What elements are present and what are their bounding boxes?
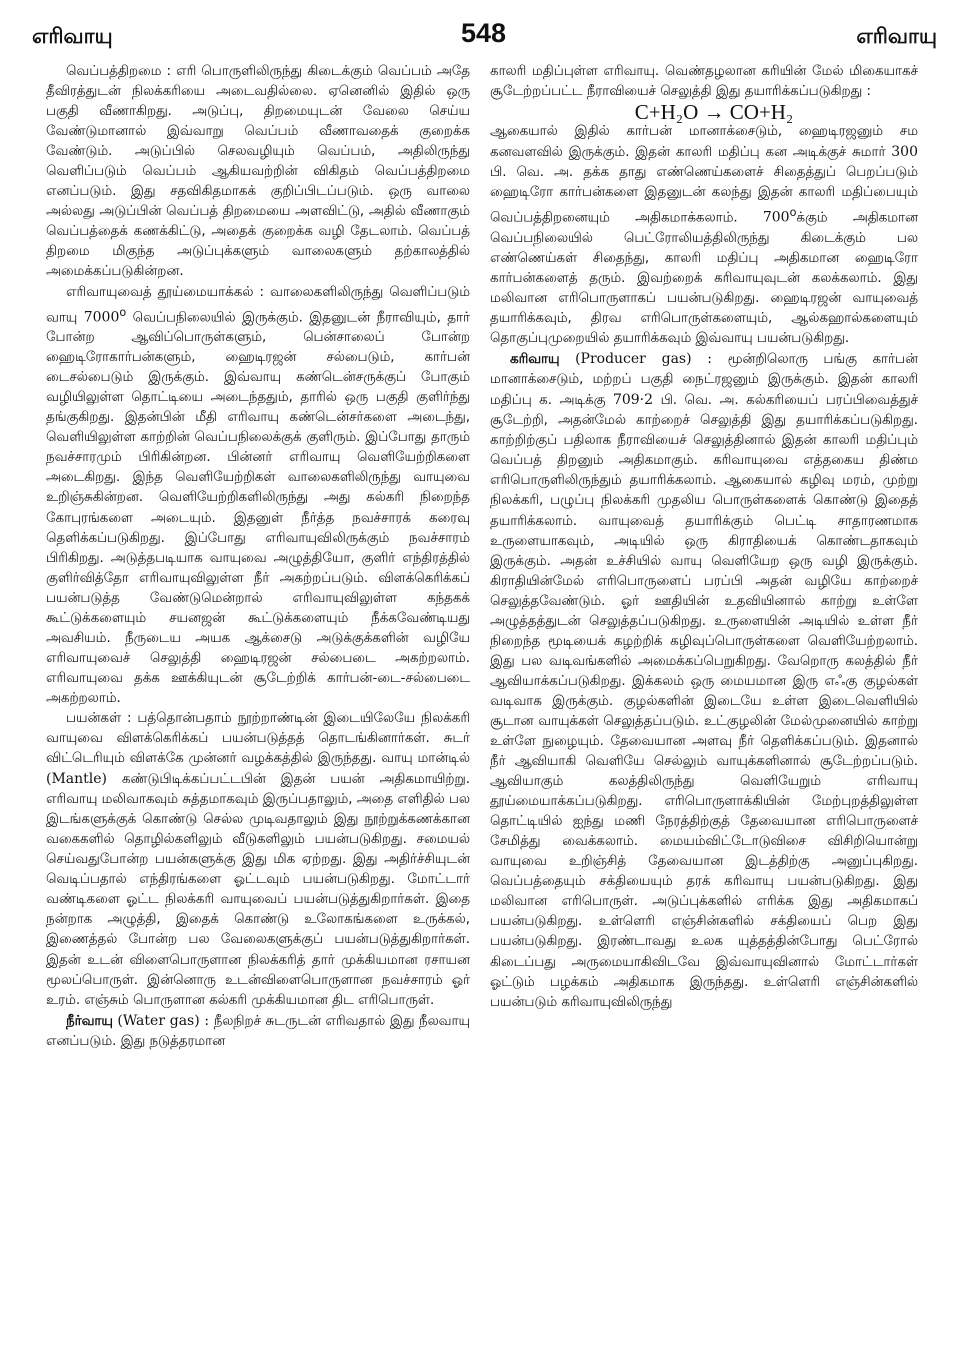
value-709: 709·2 — [612, 392, 654, 409]
text-uses-b: கண்டுபிடிக்கப்பட்டபின் இதன் பயன் அதிகமாயிற்று. எரிவாயு மலிவாகவும் சுத்தமாகவும் இருப்பதாலும், அதை எளிதில் பல இடங்களுக்குக் கொண்டு செல்ல முடிவதாலும் இது நூற்றுக்கணக்கான வகைகளில் தொழில்களிலும் வீடுகளிலும் பயன்படுகிறது. சமையல் செய்வதுபோன்ற பயன்களுக்கு இது மிக ஏற்றது. இது அதிர்ச்சியுடன் வெடிப்பதால் எந்திரங்களை ஓட்டவும் பயன்படுகிறது. மோட்டார் வண்டிகளை ஓட்ட நிலக்கரி வாயுவைப் பயன்படுத்துகிறார்கள். இதை நன்றாக அழுத்தி, இதைக் கொண்டு உலோகங்களை உருக்கல், இணைத்தல் போன்ற பல வேலைகளுக்குப் பயன்படுத்துகிறார்கள். இதன் உடன் விளைபொருளான நிலக்கரித் தார் முக்கியமான ரசாயன மூலப்பொருள். இன்னொரு உடன்விளைபொருளான நவச்சாரம் ஓர் உரம். எஞ்சும் பொருளான கல்கரி முக்கியமான திட எரிபொருள். — [46, 772, 470, 1008]
text-water-gas-a: ஆகையால் இதில் கார்பன் மானாக்சைடும், ஹைடிரஜனும் சம கனவளவில் இருக்கும். இதன் காலரி மதிப்பு கன அடிக்குச் சுமார் — [490, 124, 918, 161]
text-purification-a: வாலைகளிலிருந்து வெளிப்படும் வாயு — [46, 284, 470, 326]
text-water-gas-c: க்கும் அதிகமான வெப்பநிலையில் பெட்ரோலியத்திலிருந்து கிடைக்கும் பல எண்ணெய்கள் சிதைந்து, காலரி மதிப்பு அதிகமான ஹைடிரோ கார்பன்களைத் தரும். இவற்றைக் கரிவாயுவுடன் கலக்கலாம். இது மலிவான எரிபொருளாகப் பயன்படுகிறது. ஹைடிரஜன் வாயுவைத் தயாரிக்கவும், திரவ எரிபொருள்களையும், ஆல்கஹால்களையும் தொகுப்புமுறையில் தயாரிக்கவும் இவ்வாயு பயன்படுகிறது. — [490, 210, 918, 347]
paragraph-purification — [46, 283, 470, 709]
value-300: 300 — [891, 144, 918, 161]
text-producer-gas-a: மூன்றிலொரு பங்கு கார்பன் மானாக்சைடும், மற்றப் பகுதி நைட்ரஜனும் இருக்கும். இதன் காலரி மதிப்பு க. அடிக்கு — [490, 352, 918, 409]
page-number: 548 — [460, 18, 507, 48]
running-head-left: எரிவாயு — [32, 24, 113, 48]
text-purification-b: வெப்பநிலையில் இருக்கும். இதனுடன் நீராவியும், தார் போன்ற ஆவிப்பொருள்களும், பென்சாலைப் போன்ற ஹைடிரோகார்பன்களும், ஹைடிரஜன் சல்பைடும், கார்பன் டைசல்பைடும் இருக்கும். இவ்வாயு கண்டென்சருக்குப் போகும் வழியிலுள்ள தொட்டியை அடைந்ததும், தாரில் ஒரு பகுதி குளிர்ந்து தங்குகிறது. இதன்பின் மீதி எரிவாயு கண்டென்சர்களை அடைந்து, வெளியிலுள்ள காற்றின் வெப்பநிலைக்குக் குளிரும். இப்போது தாரும் நவச்சாரமும் பிரிகின்றன. பின்னர் எரிவாயு வெளியேற்றிகளை அடைகிறது. இந்த வெளியேற்றிகள் வாலைகளிலிருந்து வாயுவை உறிஞ்சுகின்றன. வெளியேற்றிகளிலிருந்து அது கல்கரி நிறைந்த கோபுரங்களை அடையும். இதனுள் நீர்த்த நவச்சாரக் கரைவு தெளிக்கப்படுகிறது. இப்போது எரிவாயுவிலிருக்கும் நவச்சாரம் பிரிகிறது. அடுத்தபடியாக வாயுவை அழுத்தியோ, குளிர் எந்திரத்தில் குளிர்வித்தோ எரிவாயுவிலுள்ள நீர் அகற்றப்படும். விளக்கெரிக்கப் பயன்படுத்த வேண்டுமென்றால் எரிவாயுவிலுள்ள கந்தகக் கூட்டுக்களையும் சயனஜன் கூட்டுக்களையும் நீக்கவேண்டியது அவசியம். நீருடைய அயக ஆக்சைடு அடுக்குக்களின் வழியே எரிவாயுவைச் செலுத்தி ஹைடிரஜன் சல்பைடை அகற்றலாம். எரிவாயுவை தக்க ஊக்கியுடன் சூடேற்றிக் கார்பன்-டை-சல்பைடை அகற்றலாம். — [46, 310, 470, 706]
text-producer-gas-b: பி. வெ. அ. கல்கரியைப் பரப்பிவைத்துச் சூடேற்றி, அதன்மேல் காற்றைச் செலுத்தி இது தயாரிக்கப்படுகிறது. காற்றிற்குப் பதிலாக நீராவியைச் செலுத்தினால் இதன் காலரி மதிப்பும் வெப்பத் திறனும் அதிகமாகும். கரிவாயுவை எத்தகைய திண்ம எரிபொருளிலிருந்தும் தயாரிக்கலாம். ஆகையால் கழிவு மரம், முற்று நிலக்கரி, பழுப்பு நிலக்கரி முதலிய பொருள்களைக் கொண்டு இதைத் தயாரிக்கலாம். வாயுவைத் தயாரிக்கும் பெட்டி சாதாரணமாக உருளையாகவும், அடியில் ஒரு கிராதியைக் கொண்டதாகவும் இருக்கும். அதன் உச்சியில் வாயு வெளியேற ஒரு வழி இருக்கும். கிராதியின்மேல் எரிபொருளைப் பரப்பி அதன் வழியே காற்றைச் செலுத்தவேண்டும். ஓர் ஊதியின் உதவியினால் காற்று உள்ளே அழுத்தத்துடன் செலுத்தப்படுகிறது. உருளையின் அடியில் உள்ள நீர் நிறைந்த மூடியைக் கழற்றிக் கழிவுப்பொருள்களை வெளியேற்றலாம். இது பல வடிவங்களில் அமைக்கப்பெறுகிறது. வேறொரு கலத்தில் நீர் ஆவியாக்கப்படுகிறது. இக்கலம் ஒரு மையமான இரு எஃகு குழல்கள் வடிவாக இருக்கும். குழல்களின் இடையே உள்ள இடைவெளியில் சூடான வாயுக்கள் செலுத்தப்படும். உட்குழலின் மேல்முனையில் காற்று உள்ளே நுழையும். தேவையான அளவு நீர் தெளிக்கப்படும். இதனால் நீர் ஆவியாகி வெளியே செல்லும் வாயுக்களினால் சூடேற்றப்படும். ஆவியாகும் கலத்திலிருந்து வெளியேறும் எரிவாயு தூய்மையாக்கப்படுகிறது. எரிபொருளாக்கியின் மேற்புறத்திலுள்ள தொட்டியில் ஐந்து மணி நேரத்திற்குத் தேவையான எரிபொருளைச் சேமித்து வைக்கலாம். மையம்விட்டோடுவிசை விசிறியொன்று வாயுவை உறிஞ்சித் தேவையான இடத்திற்கு அனுப்புகிறது. வெப்பத்தையும் சக்தியையும் தரக் கரிவாயு பயன்படுகிறது. இது மலிவான எரிபொருள். அடுப்புக்களில் எரிக்க இது அதிகமாகப் பயன்படுகிறது. உள்ளெரி எஞ்சின்களில் சக்தியைப் பெற இது பயன்படுகிறது. இரண்டாவது உலக யுத்தத்தின்போது பெட்ரோல் கிடைப்பது அருமையாகிவிடவே இவ்வாயுவினால் மோட்டார்கள் ஓட்டும் பழக்கம் அதிகமாக இருந்தது. உள்ளெரி எஞ்சின்களில் பயன்படும் கரிவாயுவிலிருந்து — [490, 393, 918, 1010]
term-purification: எரிவாயுவைத் தூய்மையாக்கல் : — [66, 284, 264, 300]
temperature-700: 700 — [762, 209, 790, 226]
text-water-gas: நீலநிறச் சுடருடன் எரிவதால் இது நீலவாயு எனப்படும். இது நடுத்தரமான — [46, 1013, 470, 1049]
term-efficiency: வெப்பத்திறமை : — [66, 64, 172, 79]
latin-mantle: (Mantle) — [46, 771, 108, 788]
degree-mark: o — [119, 305, 127, 319]
paragraph-efficiency — [46, 62, 470, 283]
paragraph-producer-gas — [490, 349, 918, 1013]
latin-producer-gas: (Producer gas) : — [575, 351, 713, 368]
term-uses: பயன்கள் : — [66, 710, 132, 726]
text-water-gas-b: பி. வெ. அ. தக்க தாது எண்ணெய்களைச் சிதைத்துப் பெறப்படும் ஹைடிரோ கார்பன்களை இதனுடன் கலந்து இதன் காலரி மதிப்பையும் வெப்பத்திறனையும் அதிகமாக்கலாம். — [490, 165, 918, 226]
paragraph-water-gas — [46, 1011, 470, 1052]
right-column — [490, 62, 918, 1352]
text-uses-a: பத்தொன்பதாம் நூற்றாண்டின் இடையிலேயே நிலக்கரி வாயுவை விளக்கெரிக்கப் பயன்படுத்தத் தொடங்கினார்கள். சுடர் விட்டெரியும் விளக்கே முன்னர் வழக்கத்தில் இருந்தது. வாயு மான்டில் — [46, 710, 470, 767]
page-header — [28, 18, 939, 54]
text-efficiency: எரி பொருளிலிருந்து கிடைக்கும் வெப்பம் அதே தீவிரத்துடன் நிலக்கரியை அடைவதில்லை. ஏனெனில் இதில் ஒரு பகுதி வீணாகிறது. அடுப்பு, திறமையுடன் வேலை செய்ய வேண்டுமானால் இவ்வாறு வெப்பம் வீணாவதைக் குறைக்க வேண்டும். அடுப்பில் செலவழியும் வெப்பம், அதிலிருந்து வெளிப்படும் வெப்பம் ஆகியவற்றின் விகிதம் வெப்பத்திறமை எனப்படும். இது சதவிகிதமாகக் குறிப்பிடப்படும். ஒரு வாலை அல்லது அடுப்பின் வெப்பத் திறமையை அளவிட்டு, அதில் வீணாகும் வெப்பத்தைக் கணக்கிட்டு, அதைக் குறைக்க வழி தேடலாம். வெப்பத் திறமை மிகுந்த அடுப்புக்களும் வாலைகளும் தற்காலத்தில் அமைக்கப்படுகின்றன. — [46, 64, 470, 280]
left-column — [46, 62, 470, 1352]
temperature-value: 7000 — [83, 309, 120, 326]
text-water-gas-cont: காலரி மதிப்புள்ள எரிவாயு. வெண்தழலான கரியின் மேல் மிகையாகச் சூடேற்றப்பட்ட நீராவியைச் செலுத்தி இது தயாரிக்கப்படுகிறது : — [490, 64, 918, 100]
term-producer-gas: கரிவாயு — [510, 352, 560, 368]
paragraph-water-gas-detail — [490, 122, 918, 349]
paragraph-water-gas-cont — [490, 62, 918, 102]
term-water-gas: நீர்வாயு — [66, 1013, 113, 1029]
degree-mark-right: o — [789, 206, 797, 220]
running-head-right: எரிவாயு — [856, 24, 937, 48]
chemical-equation: C+H₂O → CO+H₂ — [634, 100, 794, 125]
paragraph-uses — [46, 709, 470, 1011]
latin-water-gas: (Water gas) : — [117, 1012, 210, 1029]
